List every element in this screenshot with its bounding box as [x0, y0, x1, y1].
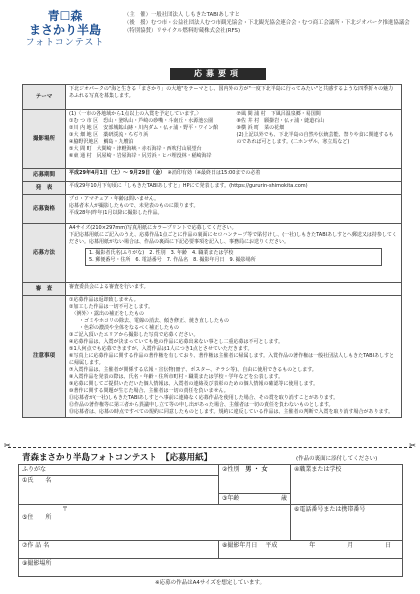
qualification-content — [66, 195, 402, 224]
place-row — [19, 559, 403, 577]
method-line: 下記応募用紙にご記入のうえ、応募作品1点ごとに作品の裏面にセロハンテープ等で貼付けし、(一社)しもきたTABIあしすとへ郵送又は持参してください。応募用紙がない場合は、作品の裏面に下記必要事項を記入し、事務局にお送りください。 — [69, 232, 397, 245]
notes-row — [23, 296, 402, 418]
period-label: 応募期間 — [23, 169, 66, 182]
organizer-line: （主 催）一般社団法人 しもきたTABIあしすと — [124, 12, 240, 18]
guidelines-table — [22, 84, 402, 418]
theme-text: 下北ジオパークの"海と生きる「まさかり」の大地"をテーマとし、国内外の方が"一度下北半島に行ってみたい"と共感するような四季折々の魅力あふれる写真を募集します。 — [66, 85, 402, 110]
footer-note: ※応募の作品はA4サイズを想定しています。 — [155, 580, 265, 586]
note-line: ⑨応募に関してご提供いただいた個人情報は、入賞者の連絡及び表彰のための個人情報の確認等に使用します。 — [69, 381, 319, 387]
notes-content — [66, 296, 402, 418]
note-line: ④応募作品は、入賞が決まっていても他の作品に応募出来ない事とし二重応募は不可とします。 — [69, 339, 284, 345]
area-item: ②川 内 地 区 安部城鉱山跡・川内ダム・仏ヶ浦・野平・ワイン館 — [69, 125, 219, 131]
required-items-line: 1. 撮影者氏名(ふりがな) 2. 性別 3. 年齢 4. 職業または学校 — [89, 250, 234, 256]
method-content — [66, 224, 402, 283]
title-row — [19, 541, 403, 559]
required-items-box — [85, 248, 382, 266]
address-label: ⑤住 所 — [22, 514, 52, 521]
area-item: (2)上記以外でも、下北半島の自然や伝統芸能、祭りや食に関連するものであれば可とします。(二ホンザル、寒立馬など) — [236, 132, 394, 145]
address-field[interactable] — [19, 505, 291, 541]
judging-row — [23, 283, 402, 296]
theme-row — [23, 85, 402, 110]
qualification-line: 平成28年(昨年)1月以降に撮影した作品。 — [69, 210, 163, 216]
postal-mark: 〒 — [62, 506, 69, 513]
note-line: ②加工した作品は一切不可とします。 — [69, 304, 154, 310]
age-unit: 歳 — [280, 495, 287, 502]
qualification-label: 応募資格 — [23, 195, 66, 224]
date-month: 月 — [347, 542, 354, 549]
entry-form — [18, 464, 403, 577]
period-row — [23, 169, 402, 182]
date-day: 日 — [385, 542, 392, 549]
area-label: 撮影場所 — [23, 110, 66, 169]
cut-line — [8, 447, 412, 448]
furigana-row — [19, 465, 403, 476]
date-era: 平成 — [265, 542, 278, 549]
address-row — [19, 505, 403, 541]
name-field[interactable]: ①氏 名 — [19, 476, 219, 505]
announce-label: 発 表 — [23, 182, 66, 195]
organizer-info — [124, 11, 414, 35]
required-items-line: 5. 郵便番号・住所 6. 電話番号 7. 作品名 8. 撮影年月日 9. 撮影場所 — [89, 257, 256, 263]
area-item: ③大 畑 地 区 薬研渓流・ちぢり浜 — [69, 132, 149, 138]
logo-line-2: まさかり半島 — [28, 23, 101, 37]
note-line: ⑬応募者は、応募の時点ですべての規約に同意したものとします。規約に違反している作品は、主催者の判断で入賞を取り消す場合があります。 — [69, 409, 394, 415]
shooting-date-label: ⑧撮影年月日 — [222, 542, 258, 549]
note-line: ⑪応募者が(一社)しもきたTABIあしすとへ事前に連絡なく応募作品を使用した場合、その賞を取り消すことがあります。 — [69, 395, 339, 401]
sponsor-line: （後 援）むつ市・公益社団法人むつ市観光協会・下北観光協会連合会・むつ商工会議所・下北ジオパーク推進協議会 — [124, 20, 410, 26]
note-line: ⑥写真上に応募作品に関する作品の著作権を有しており、著作権は主催者に帰属します。入賞作品の著作権は一般社団法人しもきたTABIあしすとに帰属します。 — [69, 353, 395, 366]
area-content — [66, 110, 402, 169]
contest-logo — [22, 10, 108, 56]
judging-text: 審査委員会による審査を行います。 — [66, 283, 402, 296]
area-item: ④脇野沢地区 鯛島・九艘泊 — [69, 139, 134, 145]
qualification-line: プロ・アマチュア・年齢は問いません。 — [69, 196, 160, 202]
scissors-icon: ✂ — [409, 441, 416, 450]
note-line: ⑤1人何点でも応募できますが、入賞作品は1人につき1点とさせていただきます。 — [69, 346, 253, 352]
scissors-icon: ✂ — [4, 441, 11, 450]
period-content — [66, 169, 402, 182]
note-line: ①応募作品は返却致しません。 — [69, 297, 139, 303]
area-item: (1)〈一市の各地域から1点以上の入賞を予定しています。〉 — [69, 111, 202, 117]
shooting-place-field[interactable]: ⑨撮影場所 — [19, 559, 403, 577]
note-line: ・ゴミやホコリの除去、電線の消去、傾き修正、焼き直ししたもの — [69, 318, 230, 324]
announce-row — [23, 182, 402, 195]
announce-text: 平成29年10月下旬頃に「しもきたTABIあしすと」HPにて発表します。(https://gururin-shimokita.com) — [66, 182, 402, 195]
gender-options: 男 ・ 女 — [245, 466, 268, 473]
notes-label: 注意事項 — [23, 296, 66, 418]
note-line: ⑦入賞作品は、主催者が関係する広報・宣伝物(冊子、ポスター、チラシ等)、自由に使用できるものとします。 — [69, 367, 317, 373]
logo-line-1: 青☐森 — [47, 9, 83, 23]
theme-label: テーマ — [23, 85, 66, 110]
entry-form-title: 青森まさかり半島フォトコンテスト 【応募用紙】 — [22, 453, 213, 463]
age-field[interactable] — [219, 494, 291, 505]
age-label: ③年齢 — [222, 495, 240, 502]
phone-field[interactable]: ⑥電話番号または携帯番号 — [291, 505, 403, 541]
qualification-line: 応募者本人が撮影したもので、未発表のものに限ります。 — [69, 203, 199, 209]
area-list-right — [237, 111, 399, 160]
note-line: ⑩著作に関する問題が生じた場合、主催者は一切の責任を負いません。 — [69, 388, 229, 394]
entry-form-note: (作品の裏面に添付してください) — [296, 456, 378, 462]
area-list-left — [69, 111, 231, 160]
furigana-field[interactable]: ふりがな — [19, 465, 219, 476]
method-label: 応募方法 — [23, 224, 66, 283]
date-year: 年 — [309, 542, 316, 549]
area-item: ⑦風 間 浦 村 下風呂温泉郷・易国間 — [236, 111, 321, 117]
area-item: ①む つ 市 区 恐山・釜臥山・芦崎の砂嘴・斗南丘・水源池公園 — [69, 118, 214, 124]
period-note: ※消印有効（※最終日は15:00までの必着 — [167, 170, 261, 176]
artwork-title-field[interactable]: ⑦作 品 名 — [19, 541, 219, 559]
method-line: A4サイズ(210×297mm)写真用紙にカラープリントで応募してください。 — [69, 225, 237, 231]
area-item: ⑥東 通 村 尻屋崎・岩屋海岸・尻労浜・ヒバ埋没林・稲崎海岸 — [69, 153, 212, 159]
qualification-row — [23, 195, 402, 224]
special-sponsor-line: （特別協賛）リサイクル燃料貯蔵株式会社(RFS) — [124, 28, 241, 34]
shooting-date-field[interactable] — [219, 541, 403, 559]
job-field[interactable]: ④職業または学校 — [291, 465, 403, 505]
note-line: 〈例外〉・露出の補正をしたもの — [69, 311, 145, 317]
logo-line-3: フォトコンテスト — [25, 38, 105, 48]
guidelines-banner: 応募要項 — [170, 68, 266, 80]
period-dates: 平成29年4月1日（土）～ 9月29日（金） — [69, 170, 163, 176]
area-row — [23, 110, 402, 169]
area-item: ⑧佐 井 村 願掛岩・仏ヶ浦・縫道石山 — [236, 118, 325, 124]
note-line: ⑧入賞作品を発表の際は、氏名・年齢・住所市町村・職業または学校・学年などを公表します。 — [69, 374, 284, 380]
gender-label: ②性別 — [222, 466, 240, 473]
judging-label: 審 査 — [23, 283, 66, 296]
note-line: ⑫作品の著作権等に第三者から異議申し立て等の申し出があった場合、主催者は一切の責任を負わないものとします。 — [69, 402, 334, 408]
note-line: ・色彩の濃淡や全体をなるべく補正したもの — [69, 325, 180, 331]
gender-field[interactable] — [219, 465, 291, 494]
method-row — [23, 224, 402, 283]
area-item: ⑤大 間 町 大間崎・津軽海峡・赤石海岸・西吹付山展望台 — [69, 146, 202, 152]
header — [0, 0, 420, 62]
note-line: ③ご記入頂いたエリアから撮影した写真で応募ください。 — [69, 332, 199, 338]
area-item: ⑨横 浜 町 菜の花畑 — [236, 125, 285, 131]
